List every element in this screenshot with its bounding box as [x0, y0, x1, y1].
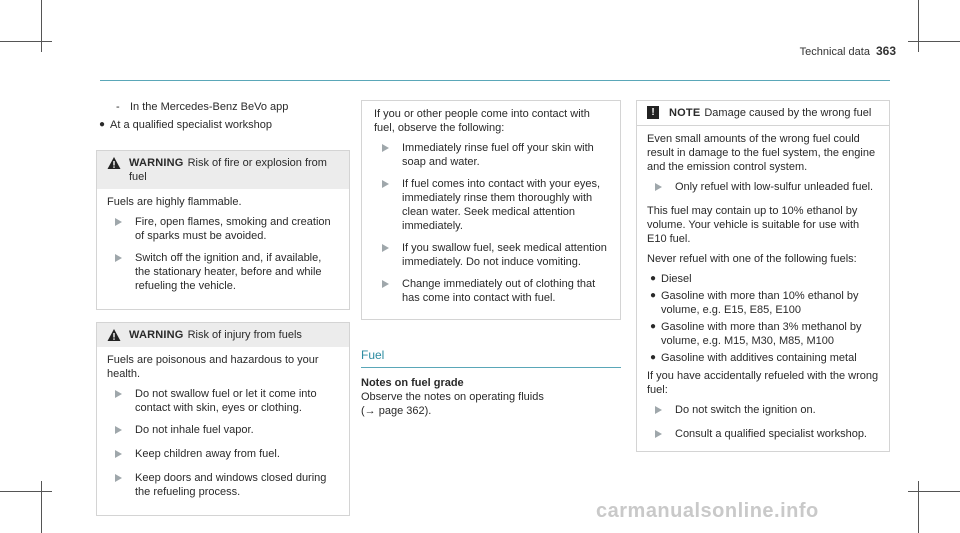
- bullet-marker: ●: [650, 321, 657, 332]
- column-2: [361, 100, 621, 418]
- step-item: Change immediately out of clothing that has come into contact with fuel.: [374, 277, 608, 305]
- note-paragraph: This fuel may contain up to 10% ethanol by volume. Your vehicle is suitable for use with E10 fuel.: [647, 205, 860, 245]
- warning-box-injury: [96, 322, 350, 516]
- warning-header: [97, 323, 349, 347]
- crop-mark: [908, 491, 960, 492]
- arrow-icon: [115, 390, 122, 398]
- note-paragraph: If you have accidentally refueled with the wrong fuel:: [647, 370, 879, 396]
- watermark: carmanualsonline.info: [596, 500, 819, 522]
- crop-mark: [41, 0, 42, 52]
- note-body: [637, 126, 889, 451]
- step-item: If fuel comes into contact with your eyes, immediately rinse them thoroughly with clean water. Seek medical attention immediately.: [374, 177, 608, 233]
- list-item: ● Diesel: [650, 273, 692, 285]
- list-item: ● Gasoline with more than 3% methanol by volume, e.g. M15, M30, M85, M100: [650, 321, 862, 347]
- bullet-marker: ●: [650, 273, 657, 284]
- column-3: [636, 100, 890, 452]
- warning-continuation-box: [361, 100, 621, 320]
- column-1: [96, 100, 350, 516]
- warning-label: WARNING: [129, 157, 184, 169]
- warning-triangle-icon: [107, 156, 121, 170]
- warning-intro: Fuels are poisonous and hazardous to your health.: [107, 354, 319, 380]
- step-item: Keep children away from fuel.: [107, 447, 339, 463]
- arrow-icon: [655, 430, 662, 438]
- fuel-list: [647, 272, 879, 365]
- box-intro: If you or other people come into contact with fuel, observe the following:: [374, 108, 590, 134]
- warning-title: Risk of fire or explosion from fuel: [129, 157, 327, 183]
- arrow-icon: [382, 244, 389, 252]
- list-item: - In the Mercedes-Benz BeVo app: [116, 101, 289, 113]
- list-item: ● Gasoline with additives containing metal: [650, 352, 857, 364]
- arrow-icon: [115, 218, 122, 226]
- list-item: ● At a qualified specialist workshop: [99, 119, 273, 131]
- step-item: Do not switch the ignition on.: [647, 403, 879, 419]
- step-item: Keep doors and windows closed during the refueling process.: [107, 471, 339, 499]
- step-item: If you swallow fuel, seek medical attention immediately. Do not induce vomiting.: [374, 241, 608, 269]
- warning-triangle-icon: [107, 328, 121, 342]
- warning-header: [97, 151, 349, 189]
- note-header: [637, 101, 889, 126]
- warning-intro: Fuels are highly flammable.: [107, 196, 242, 208]
- subsection-title: Notes on fuel grade: [361, 377, 464, 389]
- warning-body: [97, 347, 349, 515]
- arrow-icon: [115, 450, 122, 458]
- crop-mark: [41, 481, 42, 533]
- page-header: [760, 44, 896, 59]
- arrow-icon: [655, 183, 662, 191]
- crop-mark: [918, 481, 919, 533]
- note-label: NOTE: [669, 107, 701, 119]
- note-paragraph: Never refuel with one of the following fuels:: [647, 253, 857, 265]
- step-item: Do not inhale fuel vapor.: [107, 423, 339, 439]
- warning-title: Risk of injury from fuels: [187, 329, 302, 341]
- arrow-icon: [655, 406, 662, 414]
- crop-mark: [918, 0, 919, 52]
- subsection-text: Observe the notes on operating fluids (→ page 362).: [361, 391, 544, 417]
- bullet-marker: ●: [650, 352, 657, 363]
- crop-mark: [0, 491, 52, 492]
- warning-label: WARNING: [129, 329, 184, 341]
- page-reference-link[interactable]: (→ page 362).: [361, 405, 432, 417]
- section-name: Technical data: [799, 46, 870, 58]
- crop-mark: [0, 41, 52, 42]
- note-intro: Even small amounts of the wrong fuel could result in damage to the fuel system, the engine and the emission control system.: [647, 133, 876, 173]
- arrow-icon: [115, 254, 122, 262]
- exclamation-icon: !: [647, 106, 659, 119]
- warning-body: [97, 189, 349, 309]
- note-box: [636, 100, 890, 452]
- step-item: Switch off the ignition and, if available, the stationary heater, before and while refueling the vehicle.: [107, 251, 339, 293]
- arrow-icon: [382, 180, 389, 188]
- step-item: Fire, open flames, smoking and creation of sparks must be avoided.: [107, 215, 339, 243]
- note-title: Damage caused by the wrong fuel: [704, 107, 872, 119]
- step-item: Only refuel with low-sulfur unleaded fuel.: [647, 180, 879, 196]
- list-item: ● Gasoline with more than 10% ethanol by volume, e.g. E15, E85, E100: [650, 290, 859, 316]
- step-item: Immediately rinse fuel off your skin with soap and water.: [374, 141, 608, 169]
- warning-box-fire: [96, 150, 350, 310]
- arrow-icon: [115, 474, 122, 482]
- step-item: Do not swallow fuel or let it come into contact with skin, eyes or clothing.: [107, 387, 339, 415]
- arrow-icon: [382, 280, 389, 288]
- bullet-marker: ●: [99, 119, 106, 130]
- arrow-icon: [382, 144, 389, 152]
- step-item: Consult a qualified specialist workshop.: [647, 427, 879, 443]
- section-title: Fuel: [361, 348, 621, 368]
- dash-marker: -: [116, 101, 120, 113]
- bullet-marker: ●: [650, 290, 657, 301]
- page-number: 363: [875, 44, 896, 58]
- crop-mark: [908, 41, 960, 42]
- header-rule: [100, 80, 890, 81]
- arrow-icon: [115, 426, 122, 434]
